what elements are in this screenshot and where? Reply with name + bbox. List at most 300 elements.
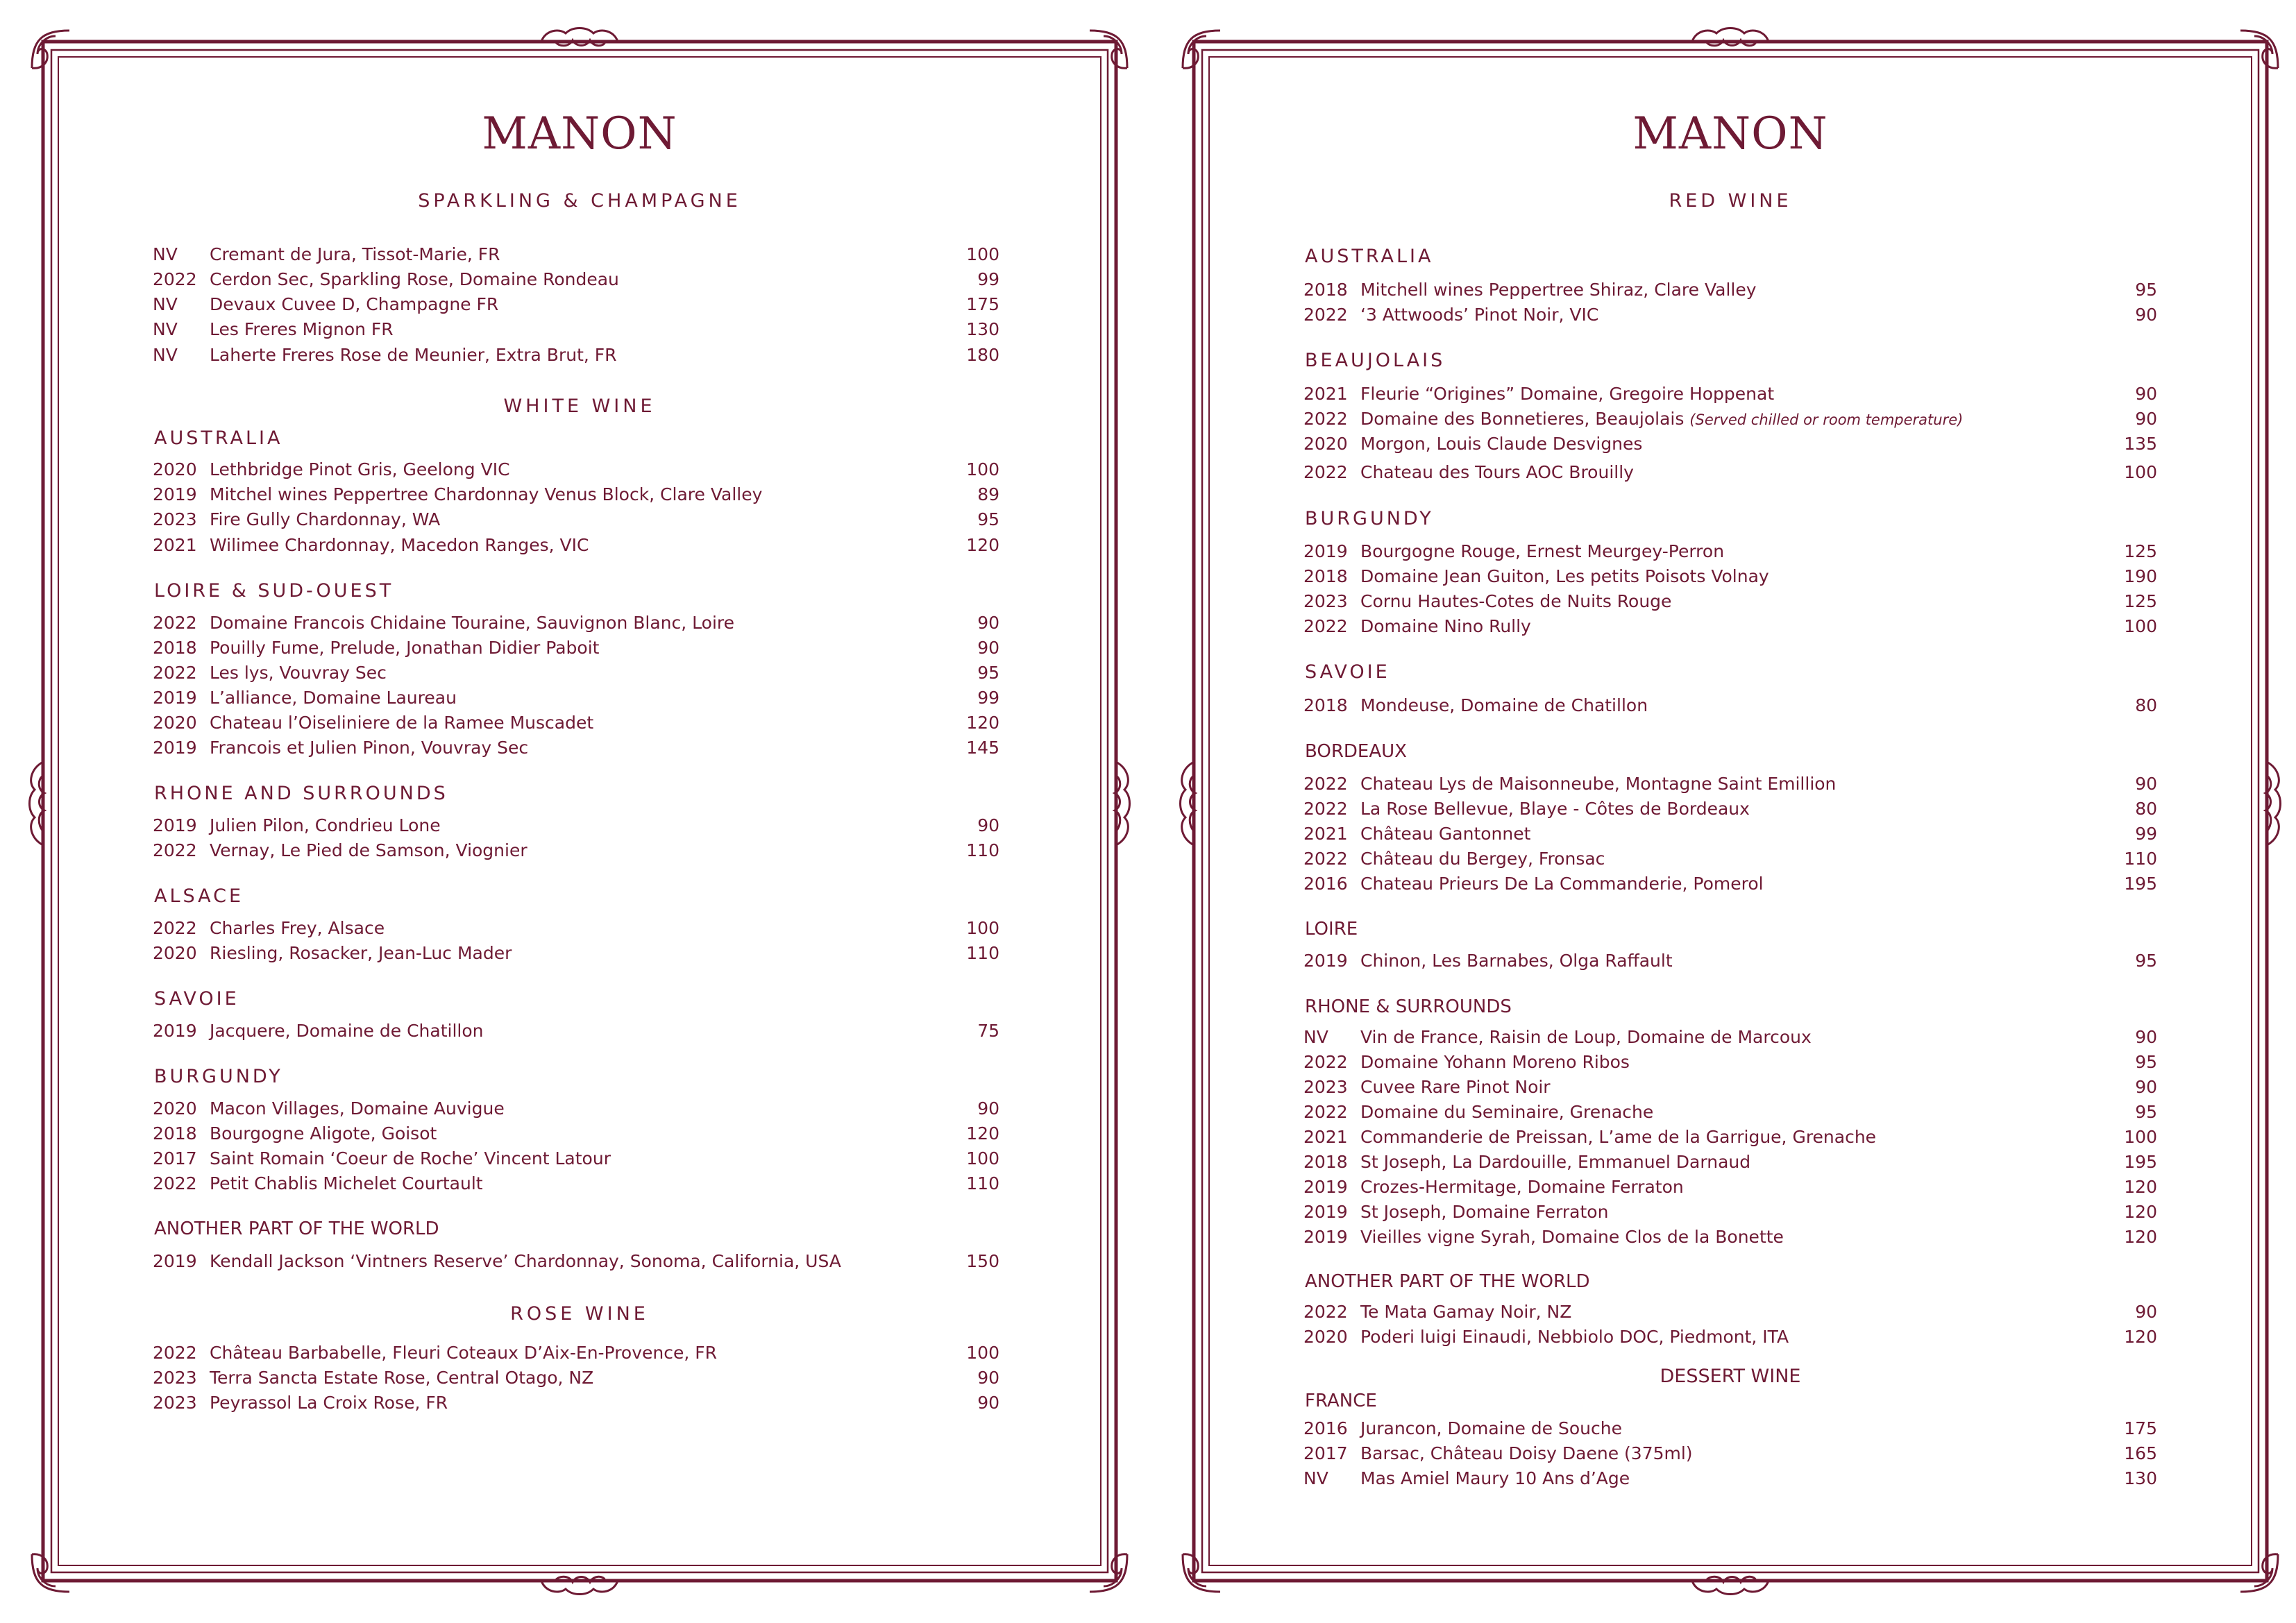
wine-price: 95 [2135,280,2157,300]
wine-name [1360,822,1530,846]
left-menu-page [28,26,1131,1596]
wine-name [210,534,589,557]
wine-vintage: 2022 [153,1173,197,1193]
wine-list-item [153,661,999,685]
wine-list-item [1303,615,2157,638]
wine-name [1360,1467,1630,1490]
wine-name-text: Terra Sancta Estate Rose, Central Otago, NZ [210,1368,594,1388]
wine-name [210,686,457,710]
wine-list-item [1303,1225,2157,1249]
wine-price: 99 [2135,824,2157,844]
wine-name-text: Domaine des Bonnetieres, Beaujolais [1360,409,1685,429]
wine-list-item [1303,590,2157,613]
wine-name-text: Domaine Yohann Moreno Ribos [1360,1052,1630,1072]
wine-price: 110 [2124,849,2157,869]
wine-price: 89 [977,484,999,504]
wine-name-text: Bourgogne Aligote, Goisot [210,1123,437,1144]
wine-list-item [1303,822,2157,846]
wine-list-item [153,268,999,291]
wine-name [210,636,599,660]
wine-vintage: 2022 [1303,616,1348,636]
wine-list-item [153,636,999,660]
wine-name-text: Wilimee Chardonnay, Macedon Ranges, VIC [210,535,589,555]
wine-price: 75 [977,1021,999,1041]
wine-vintage: 2023 [153,1368,197,1388]
wine-list-item [153,343,999,367]
wine-list-item [1303,797,2157,821]
wine-name [1360,382,1774,406]
wine-name [210,611,734,635]
wine-name [210,1097,505,1121]
wine-name-text: Mitchel wines Peppertree Chardonnay Venus Block, Clare Valley [210,484,763,504]
wine-list-item [153,611,999,635]
wine-name-text: Kendall Jackson ‘Vintners Reserve’ Chardonnay, Sonoma, California, USA [210,1251,841,1271]
wine-vintage: 2022 [1303,1102,1348,1122]
wine-name [210,1122,437,1146]
wine-vintage: 2016 [1303,1418,1348,1438]
wine-name-text: Riesling, Rosacker, Jean-Luc Mader [210,943,512,963]
wine-vintage: 2019 [153,688,197,708]
wine-price: 150 [966,1251,999,1271]
wine-vintage: 2020 [153,713,197,733]
wine-list-item [153,1097,999,1121]
wine-price: 100 [966,244,999,264]
section-title: ROSE WINE [510,1303,649,1325]
wine-name [1360,1417,1622,1441]
wine-name [210,942,512,965]
wine-vintage: 2022 [1303,1302,1348,1322]
wine-price: 120 [2124,1202,2157,1222]
wine-list-item [153,711,999,735]
wine-price: 100 [2124,1127,2157,1147]
wine-vintage: NV [153,345,178,365]
wine-list-item [1303,540,2157,563]
wine-name [1360,432,1642,456]
wine-list-item [153,243,999,266]
wine-list-item [1303,772,2157,796]
wine-price: 165 [2124,1443,2157,1463]
region-heading-australia: AUSTRALIA [1305,246,1434,267]
wine-name [210,917,385,940]
wine-list-item [1303,461,2157,484]
wine-name-text: Vernay, Le Pied de Samson, Viognier [210,840,527,860]
wine-name [1360,1300,1571,1324]
wine-list-item [1303,1150,2157,1174]
wine-name-text: Lethbridge Pinot Gris, Geelong VIC [210,459,510,479]
wine-price: 90 [977,1393,999,1413]
wine-name-text: Poderi luigi Einaudi, Nebbiolo DOC, Piedmont, ITA [1360,1327,1789,1347]
wine-name [1360,1325,1789,1349]
wine-price: 90 [977,815,999,835]
wine-name [210,508,440,532]
wine-name [1360,565,1769,588]
wine-name [210,1172,483,1196]
wine-vintage: 2018 [1303,1152,1348,1172]
wine-vintage: 2019 [153,484,197,504]
wine-name [1360,1125,1876,1149]
wine-price: 120 [2124,1227,2157,1247]
wine-list-item [1303,1051,2157,1074]
brand-logo: MANON [482,108,677,160]
wine-vintage: 2022 [1303,774,1348,794]
wine-vintage: 2023 [153,1393,197,1413]
wine-name [210,343,617,367]
wine-name [1360,1076,1551,1099]
wine-price: 80 [2135,695,2157,715]
wine-list-item [153,293,999,316]
wine-vintage: 2022 [1303,849,1348,869]
wine-price: 100 [2124,462,2157,482]
wine-name-text: Chateau des Tours AOC Brouilly [1360,462,1634,482]
right-page-content [1179,26,2282,1596]
wine-price: 90 [2135,305,2157,325]
wine-vintage: 2019 [153,1251,197,1271]
wine-name-text: Domaine Nino Rully [1360,616,1531,636]
region-heading-another-part-of-the-world: ANOTHER PART OF THE WORLD [1305,1271,1590,1292]
wine-name-text: Domaine Jean Guiton, Les petits Poisots Volnay [1360,566,1769,586]
wine-vintage: NV [153,294,178,314]
wine-list-item [153,1341,999,1365]
wine-name [210,1147,611,1171]
wine-vintage: 2022 [153,613,197,633]
wine-name-text: Vieilles vigne Syrah, Domaine Clos de la Bonette [1360,1227,1784,1247]
wine-vintage: 2023 [153,509,197,529]
wine-name [1360,615,1531,638]
wine-name-text: Vin de France, Raisin de Loup, Domaine de Marcoux [1360,1027,1812,1047]
wine-vintage: 2019 [153,738,197,758]
wine-name-text: Château du Bergey, Fronsac [1360,849,1605,869]
wine-list-item [1303,278,2157,302]
wine-name-text: Château Barbabelle, Fleuri Coteaux D’Aix-En-Provence, FR [210,1343,718,1363]
wine-list-item [1303,303,2157,327]
wine-name [1360,1026,1812,1049]
wine-price: 145 [966,738,999,758]
wine-name-text: Jurancon, Domaine de Souche [1360,1418,1622,1438]
wine-name-text: Cornu Hautes-Cotes de Nuits Rouge [1360,591,1672,611]
wine-price: 120 [2124,1327,2157,1347]
wine-price: 125 [2124,591,2157,611]
wine-name-text: Chinon, Les Barnabes, Olga Raffault [1360,951,1673,971]
wine-name-text: Barsac, Château Doisy Daene (375ml) [1360,1443,1693,1463]
wine-price: 80 [2135,799,2157,819]
region-heading-alsace: ALSACE [154,885,244,907]
wine-list-item [153,917,999,940]
wine-list-item [1303,1467,2157,1490]
wine-list-item [153,1172,999,1196]
wine-name-text: Chateau l’Oiseliniere de la Ramee Muscadet [210,713,594,733]
wine-price: 90 [2135,384,2157,404]
wine-price: 110 [966,840,999,860]
wine-list-item [1303,565,2157,588]
wine-list-item [153,942,999,965]
wine-vintage: 2020 [153,459,197,479]
wine-list-item [1303,1076,2157,1099]
wine-vintage: 2021 [1303,384,1348,404]
wine-name-text: La Rose Bellevue, Blaye - Côtes de Bordeaux [1360,799,1750,819]
wine-list-item [153,458,999,482]
section-title: WHITE WINE [503,396,656,417]
wine-name [1360,1175,1684,1199]
wine-price: 90 [2135,1302,2157,1322]
wine-list-item [153,686,999,710]
wine-list-item [1303,1101,2157,1124]
wine-vintage: 2020 [1303,1327,1348,1347]
wine-name-text: Saint Romain ‘Coeur de Roche’ Vincent Latour [210,1148,611,1169]
wine-vintage: 2023 [1303,591,1348,611]
wine-name [1360,1225,1784,1249]
wine-price: 90 [2135,1077,2157,1097]
wine-vintage: 2017 [153,1148,197,1169]
wine-vintage: 2022 [153,1343,197,1363]
wine-list-item [1303,1442,2157,1465]
wine-price: 175 [966,294,999,314]
region-heading-savoie: SAVOIE [1305,661,1390,683]
right-menu-page [1179,26,2282,1596]
wine-vintage: NV [153,244,178,264]
wine-price: 180 [966,345,999,365]
wine-price: 90 [2135,409,2157,429]
wine-name [1360,797,1750,821]
wine-name [1360,949,1673,973]
wine-vintage: 2022 [153,269,197,289]
region-heading-bordeaux: BORDEAUX [1305,741,1407,762]
region-heading-australia: AUSTRALIA [154,427,283,449]
wine-list-item [153,1122,999,1146]
wine-name [1360,772,1836,796]
wine-name [210,243,500,266]
wine-vintage: 2022 [1303,409,1348,429]
wine-list-item [1303,694,2157,717]
wine-name-text: Mas Amiel Maury 10 Ans d’Age [1360,1468,1630,1488]
wine-list-item [1303,1200,2157,1224]
section-title: RED WINE [1669,190,1792,212]
wine-vintage: 2022 [153,918,197,938]
wine-vintage: 2019 [153,1021,197,1041]
wine-name [1360,1101,1653,1124]
wine-vintage: 2017 [1303,1443,1348,1463]
wine-price: 90 [977,638,999,658]
wine-name [1360,303,1598,327]
wine-name [210,736,528,760]
wine-list-item [153,1019,999,1043]
wine-price: 99 [977,688,999,708]
wine-price: 110 [966,943,999,963]
wine-name-text: Crozes-Hermitage, Domaine Ferraton [1360,1177,1684,1197]
wine-list-item [153,483,999,507]
wine-price: 90 [977,613,999,633]
wine-name [210,814,441,838]
wine-list-item [1303,1417,2157,1441]
region-heading-loire: LOIRE [1305,919,1358,940]
left-page-content [28,26,1131,1596]
wine-vintage: 2018 [153,638,197,658]
region-heading-another-part-of-the-world: ANOTHER PART OF THE WORLD [154,1218,439,1239]
wine-vintage: 2022 [1303,799,1348,819]
wine-list-item [1303,872,2157,896]
wine-name-text: ‘3 Attwoods’ Pinot Noir, VIC [1360,305,1599,325]
wine-name [210,1366,593,1390]
wine-vintage: NV [1303,1027,1328,1047]
wine-name [1360,847,1605,871]
wine-name [210,318,394,341]
wine-vintage: 2022 [153,663,197,683]
wine-name-text: Mondeuse, Domaine de Chatillon [1360,695,1648,715]
wine-list-item [1303,1026,2157,1049]
wine-list-item [1303,432,2157,456]
section-title: SPARKLING & CHAMPAGNE [418,190,741,212]
wine-list-item [153,508,999,532]
wine-name-text: Peyrassol La Croix Rose, FR [210,1393,448,1413]
wine-vintage: 2020 [1303,434,1348,454]
wine-price: 120 [966,1123,999,1144]
wine-name-text: Laherte Freres Rose de Meunier, Extra Brut, FR [210,345,617,365]
wine-price: 90 [2135,774,2157,794]
wine-name [1360,1442,1693,1465]
wine-serving-note: (Served chilled or room temperature) [1689,411,1964,428]
wine-name [1360,1051,1630,1074]
wine-name-text: Macon Villages, Domaine Auvigue [210,1098,505,1119]
wine-name [1360,461,1634,484]
wine-price: 100 [966,1343,999,1363]
wine-list-item [153,318,999,341]
wine-vintage: 2018 [153,1123,197,1144]
wine-vintage: 2018 [1303,695,1348,715]
wine-name-text: Morgon, Louis Claude Desvignes [1360,434,1643,454]
wine-list-item [1303,949,2157,973]
wine-name [1360,872,1764,896]
wine-name-text: Julien Pilon, Condrieu Lone [210,815,441,835]
wine-vintage: 2021 [1303,1127,1348,1147]
wine-price: 95 [2135,1052,2157,1072]
wine-vintage: 2022 [153,840,197,860]
wine-price: 110 [966,1173,999,1193]
wine-price: 90 [977,1098,999,1119]
region-heading-burgundy: BURGUNDY [154,1066,283,1087]
wine-name-text: Cuvee Rare Pinot Noir [1360,1077,1551,1097]
wine-name-text: Petit Chablis Michelet Courtault [210,1173,483,1193]
wine-vintage: NV [1303,1468,1328,1488]
wine-name [210,1019,483,1043]
wine-name-text: Mitchell wines Peppertree Shiraz, Clare Valley [1360,280,1757,300]
wine-vintage: 2022 [1303,305,1348,325]
wine-name-text: Fire Gully Chardonnay, WA [210,509,441,529]
wine-vintage: 2018 [1303,280,1348,300]
region-heading-france: FRANCE [1305,1391,1377,1411]
wine-price: 95 [977,509,999,529]
wine-name [210,268,619,291]
wine-name-text: Jacquere, Domaine de Chatillon [210,1021,484,1041]
wine-name-text: Devaux Cuvee D, Champagne FR [210,294,499,314]
wine-name [210,1250,841,1273]
wine-name-text: Chateau Lys de Maisonneube, Montagne Saint Emillion [1360,774,1837,794]
wine-name [210,839,527,863]
region-heading-rhone-and-surrounds: RHONE AND SURROUNDS [154,783,448,804]
wine-vintage: 2020 [153,1098,197,1119]
wine-name-text: Bourgogne Rouge, Ernest Meurgey-Perron [1360,541,1725,561]
wine-list-item [153,814,999,838]
wine-list-item [1303,1300,2157,1324]
wine-price: 100 [966,1148,999,1169]
wine-name [210,458,510,482]
region-heading-rhone-surrounds: RHONE & SURROUNDS [1305,996,1512,1017]
wine-price: 100 [966,918,999,938]
wine-vintage: 2019 [1303,541,1348,561]
wine-price: 99 [977,269,999,289]
wine-name-text: Les lys, Vouvray Sec [210,663,387,683]
wine-name [1360,1200,1608,1224]
wine-name-text: Charles Frey, Alsace [210,918,385,938]
wine-vintage: 2023 [1303,1077,1348,1097]
wine-price: 120 [966,713,999,733]
wine-list-item [1303,1325,2157,1349]
wine-price: 100 [2124,616,2157,636]
wine-price: 120 [966,535,999,555]
wine-name-text: Chateau Prieurs De La Commanderie, Pomerol [1360,874,1764,894]
brand-logo: MANON [1632,108,1828,160]
wine-list-item [1303,407,2157,431]
wine-vintage: NV [153,319,178,339]
wine-name [1360,278,1757,302]
wine-name-text: Domaine du Seminaire, Grenache [1360,1102,1654,1122]
wine-price: 130 [2124,1468,2157,1488]
wine-price: 175 [2124,1418,2157,1438]
wine-vintage: 2019 [1303,1227,1348,1247]
wine-name-text: Pouilly Fume, Prelude, Jonathan Didier Paboit [210,638,600,658]
wine-name-text: Cerdon Sec, Sparkling Rose, Domaine Rondeau [210,269,619,289]
wine-vintage: 2022 [1303,1052,1348,1072]
wine-vintage: 2019 [1303,1202,1348,1222]
wine-vintage: 2019 [1303,1177,1348,1197]
wine-name [1360,694,1648,717]
wine-name-text: Les Freres Mignon FR [210,319,394,339]
wine-list-item [153,534,999,557]
wine-list-item [1303,1175,2157,1199]
region-heading-loire-sud-ouest: LOIRE & SUD-OUEST [154,580,394,602]
section-title: DESSERT WINE [1660,1366,1801,1387]
wine-name-text: Commanderie de Preissan, L’ame de la Garrigue, Grenache [1360,1127,1877,1147]
wine-name [210,483,762,507]
wine-name [1360,1150,1750,1174]
wine-price: 100 [966,459,999,479]
wine-price: 95 [2135,1102,2157,1122]
wine-name-text: Domaine Francois Chidaine Touraine, Sauvignon Blanc, Loire [210,613,734,633]
wine-name [1360,407,1963,432]
wine-list-item [1303,382,2157,406]
wine-price: 130 [966,319,999,339]
wine-vintage: 2021 [1303,824,1348,844]
wine-name [210,293,498,316]
wine-name-text: L’alliance, Domaine Laureau [210,688,457,708]
wine-vintage: 2019 [1303,951,1348,971]
wine-vintage: 2021 [153,535,197,555]
wine-list-item [153,1391,999,1415]
wine-price: 135 [2124,434,2157,454]
wine-list-item [153,1250,999,1273]
wine-name-text: Francois et Julien Pinon, Vouvray Sec [210,738,529,758]
wine-name [210,1391,448,1415]
wine-price: 95 [977,663,999,683]
wine-list-item [153,1147,999,1171]
wine-price: 95 [2135,951,2157,971]
wine-price: 90 [2135,1027,2157,1047]
wine-price: 190 [2124,566,2157,586]
wine-name [210,661,387,685]
region-heading-beaujolais: BEAUJOLAIS [1305,350,1446,371]
wine-price: 195 [2124,874,2157,894]
wine-vintage: 2019 [153,815,197,835]
wine-name-text: Château Gantonnet [1360,824,1531,844]
wine-vintage: 2022 [1303,462,1348,482]
